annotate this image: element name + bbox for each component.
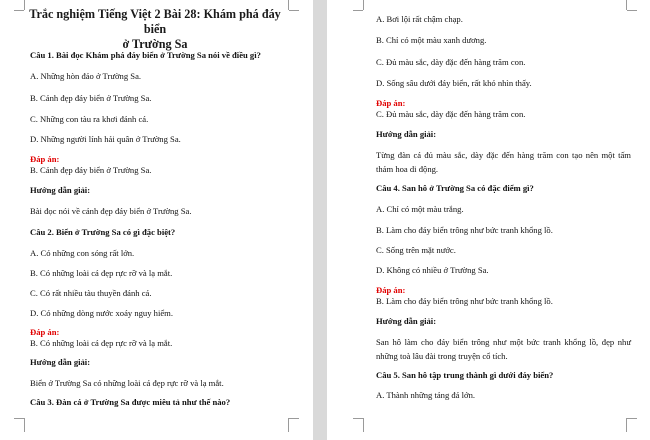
answer-label: Đáp án:	[30, 154, 60, 164]
crop-mark	[363, 0, 364, 10]
guide-label: Hướng dẫn giải:	[30, 357, 91, 367]
q2-guide: Biển ở Trường Sa có những loài cá đẹp rực rỡ và lạ mắt.	[30, 378, 224, 388]
crop-mark	[353, 10, 363, 11]
q5-option-a: A. Thành những tảng đá lớn.	[376, 390, 476, 400]
crop-mark	[14, 418, 24, 419]
title-line-2: ở Trường Sa	[122, 37, 188, 51]
document-page-left	[0, 0, 313, 440]
q2-option-d: D. Có những dòng nước xoáy nguy hiểm.	[30, 308, 173, 318]
crop-mark	[627, 10, 637, 11]
crop-mark	[288, 418, 289, 432]
q4-guide: San hô làm cho đáy biển trông như một bức tranh khổng lồ, đẹp như những toà lâu đài trong truyện cổ tích.	[376, 337, 631, 361]
q4-option-c: C. Sống trên mặt nước.	[376, 245, 456, 255]
crop-mark	[363, 418, 364, 432]
document-page-right	[327, 0, 650, 440]
answer-label: Đáp án:	[376, 98, 406, 108]
crop-mark	[627, 418, 637, 419]
q3-option-a: A. Bơi lội rất chậm chạp.	[376, 14, 463, 24]
crop-mark	[626, 418, 627, 432]
question-3: Câu 3. Đàn cá ở Trường Sa được miêu tả như thế nào?	[30, 397, 231, 407]
q3-guide: Từng đàn cá đủ màu sắc, dày đặc đến hàng trăm con tạo nên một tấm thảm hoa di động.	[376, 150, 631, 174]
q1-option-a: A. Những hòn đảo ở Trường Sa.	[30, 71, 142, 81]
guide-label: Hướng dẫn giải:	[376, 129, 437, 139]
question-2: Câu 2. Biển ở Trường Sa có gì đặc biệt?	[30, 227, 176, 237]
q4-option-a: A. Chỉ có một màu trắng.	[376, 204, 464, 214]
q3-option-b: B. Chỉ có một màu xanh dương.	[376, 35, 487, 45]
crop-mark	[626, 0, 627, 10]
question-1: Câu 1. Bài đọc Khám phá đáy biển ở Trường Sa nói về điều gì?	[30, 50, 261, 60]
q4-option-d: D. Không có nhiều ở Trường Sa.	[376, 265, 489, 275]
guide-label: Hướng dẫn giải:	[30, 185, 91, 195]
document-title	[20, 7, 290, 52]
guide-label: Hướng dẫn giải:	[376, 316, 437, 326]
q3-option-d: D. Sống sâu dưới đáy biển, rất khó nhìn thấy.	[376, 78, 532, 88]
q3-answer: C. Đủ màu sắc, dày đặc đến hàng trăm con.	[376, 109, 526, 119]
q2-answer: B. Có những loài cá đẹp rực rỡ và lạ mắt.	[30, 338, 173, 348]
q1-option-d: D. Những người lính hải quân ở Trường Sa.	[30, 134, 181, 144]
question-5: Câu 5. San hô tập trung thành gì dưới đáy biển?	[376, 370, 554, 380]
q1-option-c: C. Những con tàu ra khơi đánh cá.	[30, 114, 149, 124]
q2-option-b: B. Có những loài cá đẹp rực rỡ và lạ mắt.	[30, 268, 173, 278]
q1-option-b: B. Cảnh đẹp đáy biển ở Trường Sa.	[30, 93, 152, 103]
q1-answer: B. Cảnh đẹp đáy biển ở Trường Sa.	[30, 165, 152, 175]
crop-mark	[24, 418, 25, 432]
crop-mark	[289, 418, 299, 419]
title-line-1: Trắc nghiệm Tiếng Việt 2 Bài 28: Khám phá đáy biển	[29, 7, 281, 36]
q4-option-b: B. Làm cho đáy biển trông như bức tranh khổng lồ.	[376, 225, 553, 235]
q4-answer: B. Làm cho đáy biển trông như bức tranh khổng lồ.	[376, 296, 553, 306]
q2-option-c: C. Có rất nhiều tàu thuyền đánh cá.	[30, 288, 152, 298]
crop-mark	[289, 10, 299, 11]
q2-option-a: A. Có những con sóng rất lớn.	[30, 248, 135, 258]
q1-guide: Bài đọc nói về cảnh đẹp đáy biển ở Trường Sa.	[30, 206, 192, 216]
answer-label: Đáp án:	[30, 327, 60, 337]
crop-mark	[353, 418, 363, 419]
question-4: Câu 4. San hô ở Trường Sa có đặc điểm gì?	[376, 183, 534, 193]
q3-option-c: C. Đủ màu sắc, dày đặc đến hàng trăm con.	[376, 57, 526, 67]
answer-label: Đáp án:	[376, 285, 406, 295]
